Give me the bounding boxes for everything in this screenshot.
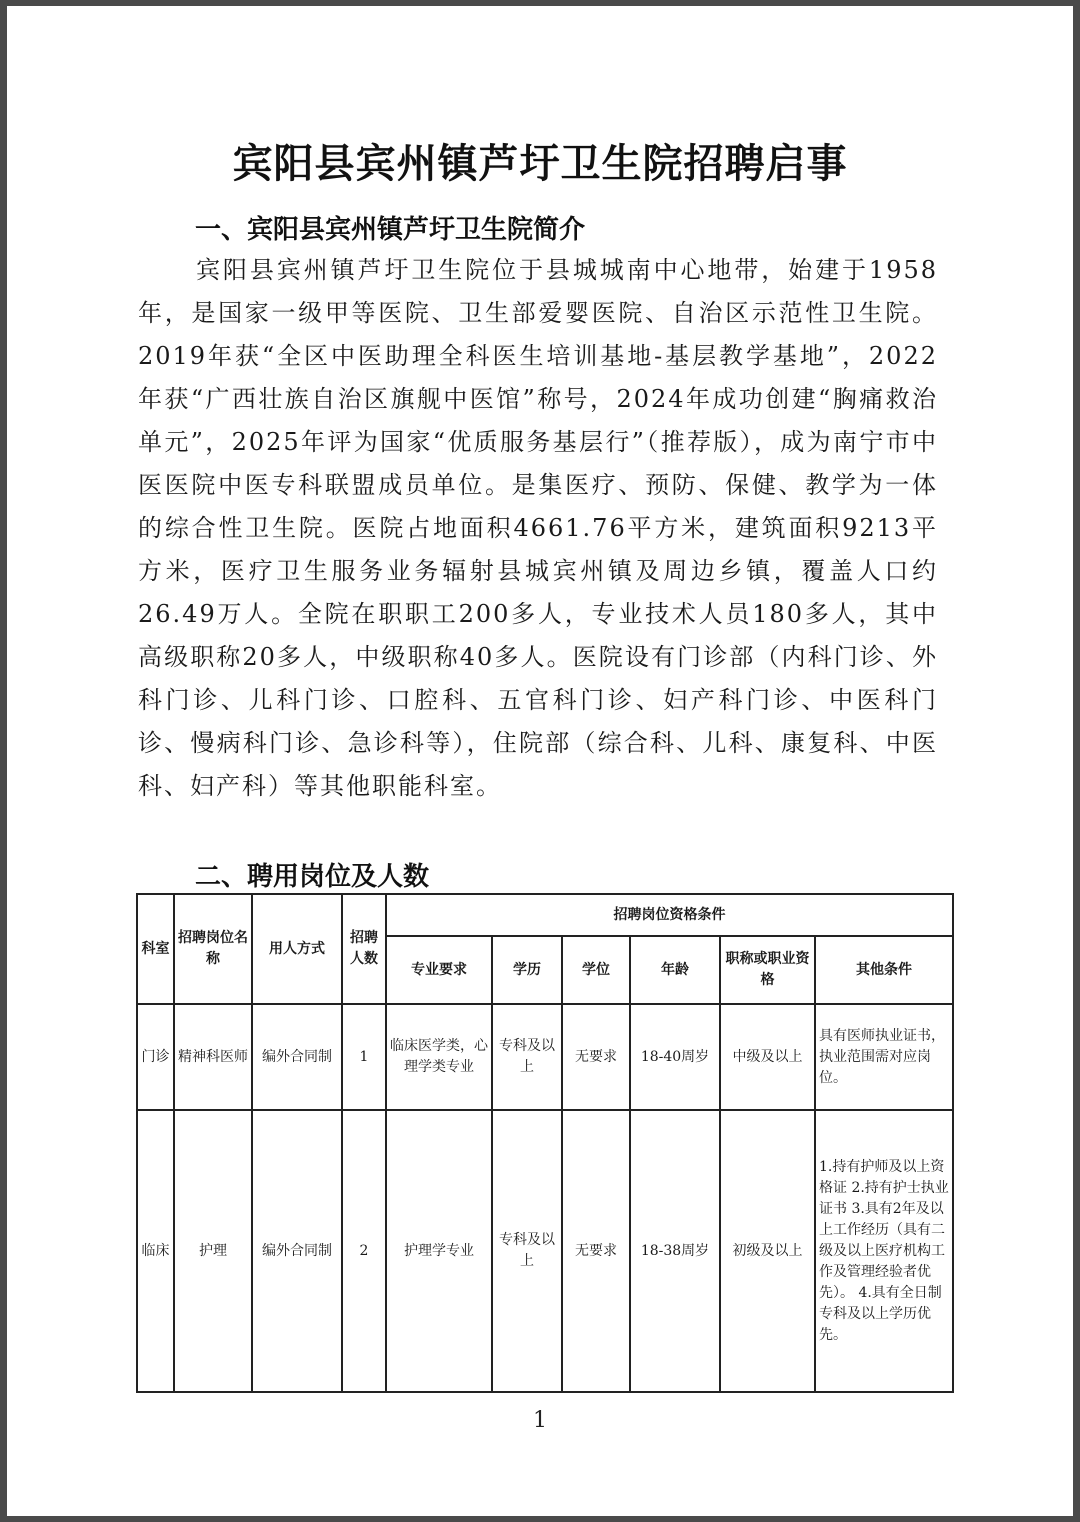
cell-other: 具有医师执业证书，执业范围需对应岗位。 (815, 1004, 953, 1110)
header-education: 学历 (492, 936, 562, 1004)
cell-major: 护理学专业 (386, 1110, 492, 1392)
section-heading-positions: 二、聘用岗位及人数 (195, 862, 430, 892)
cell-degree: 无要求 (562, 1110, 630, 1392)
cell-dept: 临床 (137, 1110, 174, 1392)
header-count: 招聘人数 (342, 894, 386, 1004)
cell-education: 专科及以上 (492, 1004, 562, 1110)
page-number: 1 (533, 1408, 547, 1433)
header-dept: 科室 (137, 894, 174, 1004)
header-qualifications: 招聘岗位资格条件 (386, 894, 953, 936)
section-heading-intro: 一、宾阳县宾州镇芦圩卫生院简介 (195, 215, 586, 245)
cell-age: 18-40周岁 (630, 1004, 720, 1110)
header-title: 职称或职业资格 (720, 936, 815, 1004)
cell-count: 2 (342, 1110, 386, 1392)
cell-age: 18-38周岁 (630, 1110, 720, 1392)
table-row (137, 1110, 953, 1392)
cell-employment: 编外合同制 (252, 1110, 342, 1392)
table-row (137, 1004, 953, 1110)
cell-employment: 编外合同制 (252, 1004, 342, 1110)
header-degree: 学位 (562, 936, 630, 1004)
cell-dept: 门诊 (137, 1004, 174, 1110)
cell-position: 精神科医师 (174, 1004, 252, 1110)
cell-degree: 无要求 (562, 1004, 630, 1110)
cell-major: 临床医学类，心理学类专业 (386, 1004, 492, 1110)
header-employment: 用人方式 (252, 894, 342, 1004)
cell-education: 专科及以上 (492, 1110, 562, 1392)
intro-paragraph: 宾阳县宾州镇芦圩卫生院位于县城城南中心地带，始建于1958年，是国家一级甲等医院、卫生部爱婴医院、自治区示范性卫生院。2019年获“全区中医助理全科医生培训基地-基层教学基地”，2022年获“广西壮族自治区旗舰中医馆”称号，2024年成功创建“胸痛救治单元”，2025年评为国家“优质服务基层行”（推荐版），成为南宁市中医医院中医专科联盟成员单位。是集医疗、预防、保健、教学为一体的综合性卫生院。医院占地面积4661.76平方米，建筑面积9213平方米，医疗卫生服务业务辐射县城宾州镇及周边乡镇，覆盖人口约26.49万人。全院在职职工200多人，专业技术人员180多人，其中高级职称20多人，中级职称40多人。医院设有门诊部（内科门诊、外科门诊、儿科门诊、口腔科、五官科门诊、妇产科门诊、中医科门诊、慢病科门诊、急诊科等），住院部（综合科、儿科、康复科、中医科、妇产科）等其他职能科室。 (138, 256, 938, 800)
cell-title: 中级及以上 (720, 1004, 815, 1110)
positions-table (136, 893, 954, 1393)
header-position: 招聘岗位名称 (174, 894, 252, 1004)
document-title: 宾阳县宾州镇芦圩卫生院招聘启事 (232, 140, 848, 187)
cell-count: 1 (342, 1004, 386, 1110)
cell-other: 1.持有护师及以上资格证 2.持有护士执业证书 3.具有2年及以上工作经历（具有二级及以上医疗机构工作及管理经验者优先）。 4.具有全日制专科及以上学历优先。 (815, 1110, 953, 1392)
cell-title: 初级及以上 (720, 1110, 815, 1392)
header-major: 专业要求 (386, 936, 492, 1004)
header-other: 其他条件 (815, 936, 953, 1004)
document-page (7, 6, 1073, 1516)
cell-position: 护理 (174, 1110, 252, 1392)
header-age: 年龄 (630, 936, 720, 1004)
